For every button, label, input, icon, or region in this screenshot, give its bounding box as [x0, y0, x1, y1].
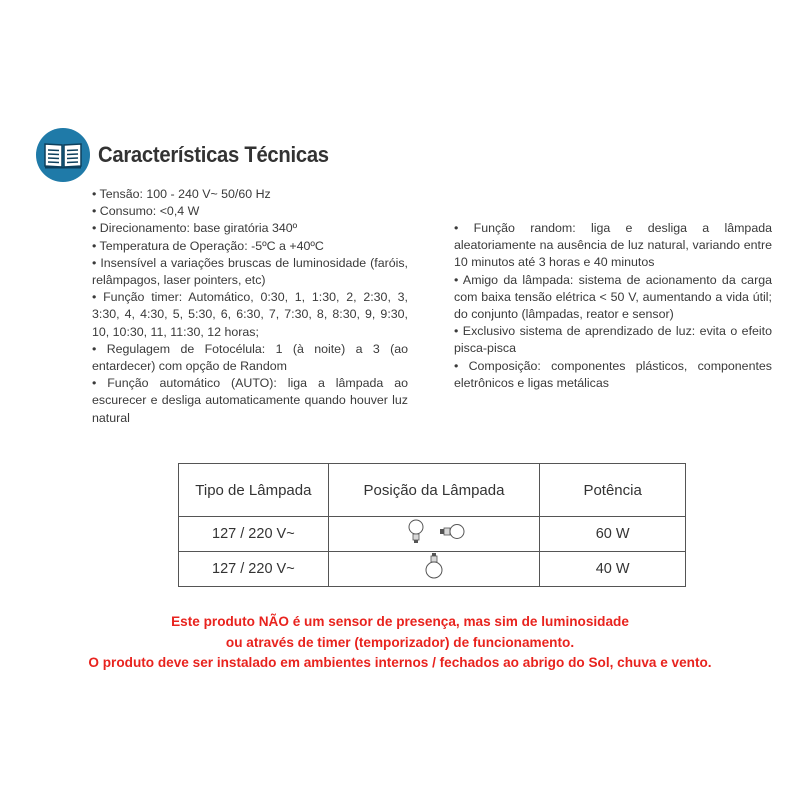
page-title: Características Técnicas [98, 142, 329, 167]
spec-item: • Tensão: 100 - 240 V~ 50/60 Hz [92, 187, 271, 201]
bulb-upright-icon [422, 552, 446, 582]
cell-tipo: 127 / 220 V~ [179, 517, 329, 552]
section-header [36, 128, 349, 182]
spec-item: • Consumo: <0,4 W [92, 204, 200, 219]
spec-item: • Direcionamento: base giratória 340º [92, 221, 298, 236]
warning-line: Este produto NÃO é um sensor de presença, mas sim de luminosidade [171, 614, 629, 629]
spec-item: • Exclusivo sistema de aprendizado de luz: evita o efeito pisca-pisca [454, 324, 772, 356]
spec-item: • Função automático (AUTO): liga a lâmpada ao escurecer e desliga automaticamente quando houver luz natural [92, 376, 408, 425]
spec-item: • Função timer: Automático, 0:30, 1, 1:30, 2, 2:30, 3, 3:30, 4, 4:30, 5, 5:30, 6, 6:30, 7, 7:30, 8, 8:30, 9, 9:30, 10, 10:30, 11, 11:30, 12 horas; [92, 290, 408, 339]
spec-item: • Composição: componentes plásticos, componentes eletrônicos e ligas metálicas [454, 358, 772, 390]
table-header-row [179, 464, 686, 517]
bulb-vertical-and-horizontal-icon [402, 517, 466, 547]
cell-posicao [328, 517, 540, 552]
book-icon [36, 128, 90, 182]
specs-left-column [92, 186, 408, 427]
spec-item: • Amigo da lâmpada: sistema de acionamento da carga com baixa tensão elétrica < 50 V, aumentando a vida útil; do conjunto (lâmpadas, reator e sensor) [454, 272, 772, 322]
specs-right-column [454, 220, 772, 392]
spec-item: • Função random: liga e desliga a lâmpada aleatoriamente na ausência de luz natural, variando entre 10 minutos até 3 horas e 40 minutos [454, 221, 772, 270]
warning-notice [0, 612, 800, 674]
spec-item: • Temperatura de Operação: -5ºC a +40ºC [92, 238, 324, 253]
cell-tipo: 127 / 220 V~ [179, 552, 329, 587]
cell-potencia: 60 W [540, 517, 686, 552]
header-potencia: Potência [540, 464, 686, 517]
cell-potencia: 40 W [540, 552, 686, 587]
header-tipo: Tipo de Lâmpada [179, 464, 329, 517]
warning-line: ou através de timer (temporizador) de funcionamento. [225, 634, 575, 650]
table-row [179, 517, 686, 552]
warning-line: O produto deve ser instalado em ambientes internos / fechados ao abrigo do Sol, chuva e vento. [88, 655, 712, 670]
spec-item: • Insensível a variações bruscas de luminosidade (faróis, relâmpagos, laser pointers, etc) [92, 255, 408, 288]
table-row [179, 552, 686, 587]
spec-item: • Regulagem de Fotocélula: 1 (à noite) a 3 (ao entardecer) com opção de Random [92, 341, 408, 374]
cell-posicao [328, 552, 540, 587]
lamp-table [178, 463, 686, 587]
header-posicao: Posição da Lâmpada [328, 464, 540, 517]
